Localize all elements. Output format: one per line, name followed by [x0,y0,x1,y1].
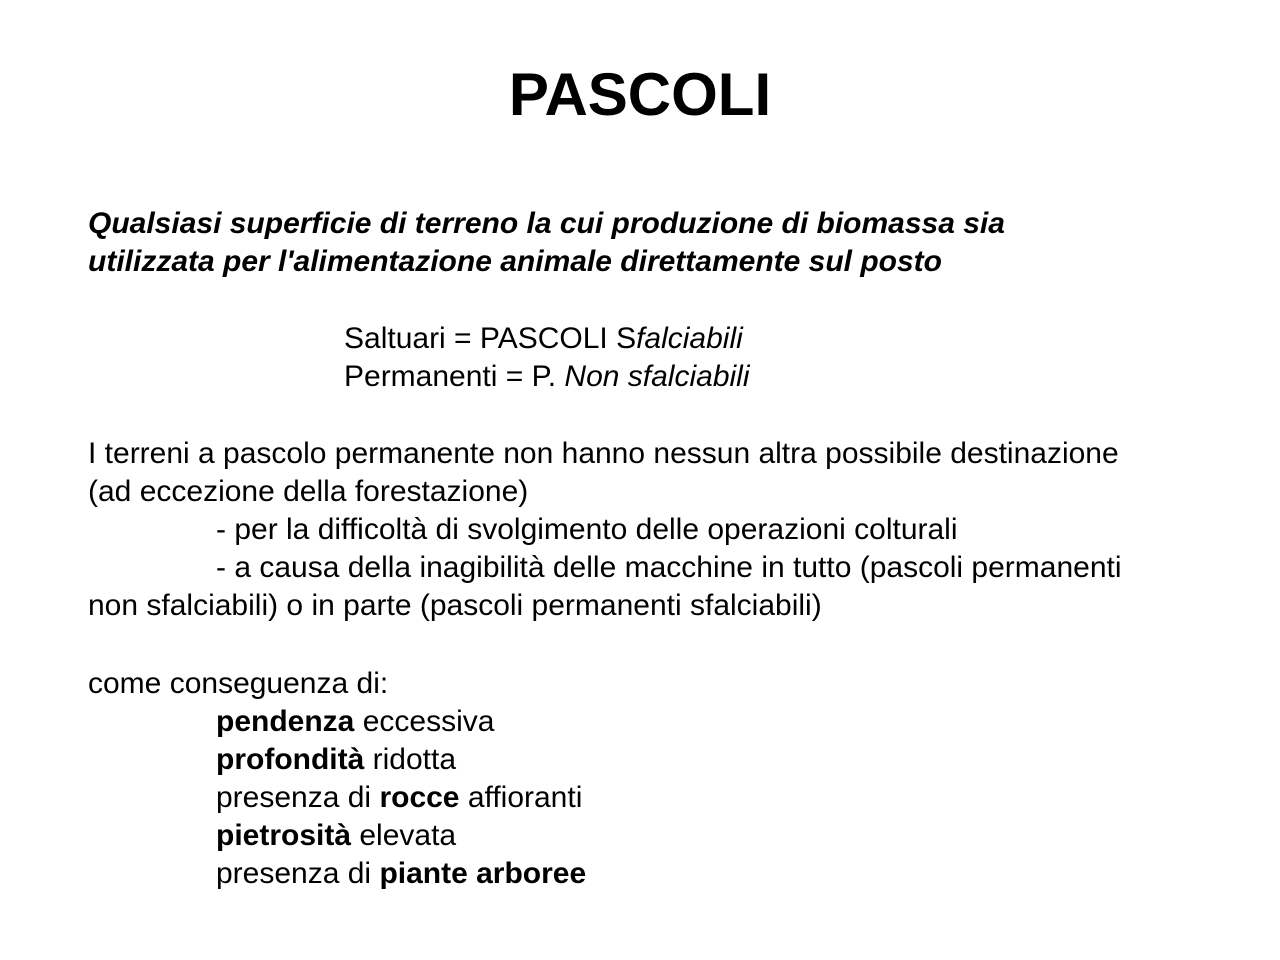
consequence-bold: pendenza [216,705,355,738]
paragraph-line-5: non sfalciabili) o in parte (pascoli permanenti sfalciabili) [88,589,822,622]
paragraph-line-4: - a causa della inagibilità delle macchine in tutto (pascoli permanenti [216,551,1122,584]
paragraph-line-3: - per la difficoltà di svolgimento delle operazioni colturali [216,513,958,546]
consequence-bold: rocce [379,781,460,814]
paragraph-line-1: I terreni a pascolo permanente non hanno nessun altra possibile destinazione [88,437,1119,470]
consequence-post: eccessiva [354,705,495,738]
consequence-post: ridotta [364,743,457,776]
type-saltuari [344,320,743,358]
consequence-bold: piante arboree [379,857,587,890]
consequence-item [216,855,586,893]
definition-line-2: utilizzata per l'alimentazione animale direttamente sul posto [88,245,942,278]
page-title: PASCOLI [508,61,772,128]
consequence-pre: presenza di [216,781,380,814]
type-saltuari-italic: falciabili [636,322,743,355]
consequence-post: elevata [351,819,457,852]
consequence-pre: presenza di [216,857,380,890]
consequence-item [216,779,582,817]
consequence-post: affioranti [459,781,583,814]
consequence-bold: profondità [216,743,365,776]
type-saltuari-prefix: Saltuari = PASCOLI S [344,322,637,355]
consequence-item [216,817,456,855]
consequence-item [216,741,456,779]
type-permanenti [344,358,750,396]
type-permanenti-italic: Non sfalciabili [564,360,750,393]
paragraph-line-2: (ad eccezione della forestazione) [88,475,529,508]
consequence-item [216,703,494,741]
type-permanenti-prefix: Permanenti = P. [344,360,565,393]
definition-line-1: Qualsiasi superficie di terreno la cui produzione di biomassa sia [88,207,1005,240]
consequence-bold: pietrosità [216,819,352,852]
consequences-intro: come conseguenza di: [88,667,389,700]
